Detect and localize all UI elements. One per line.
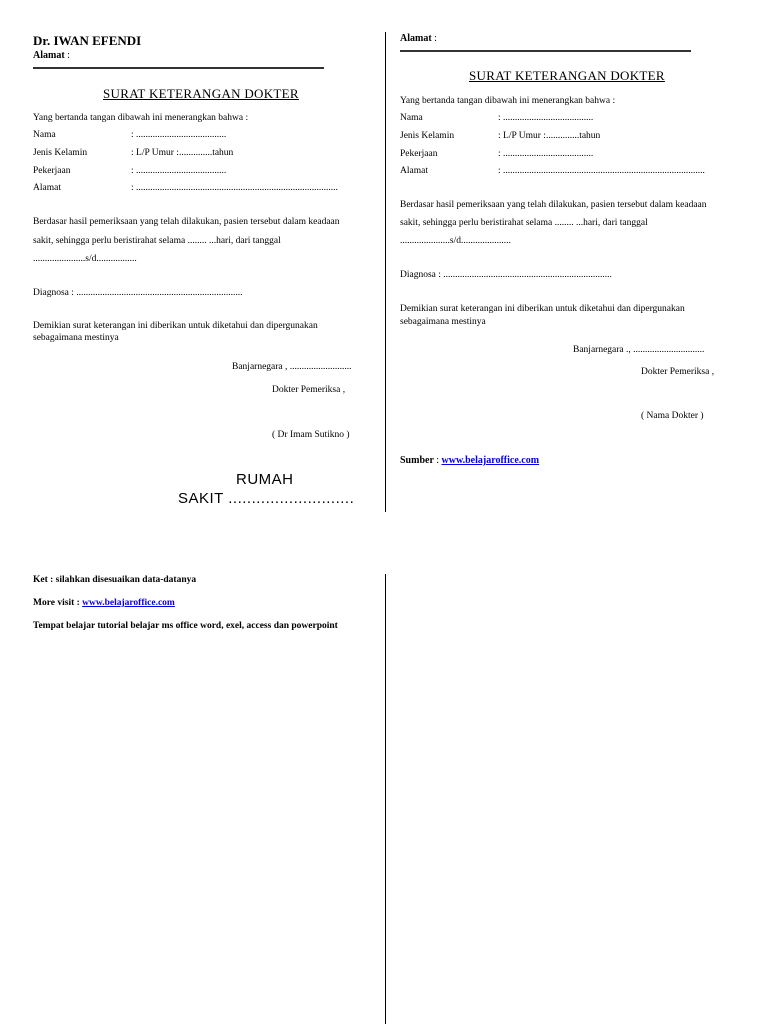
right-signer-title: Dokter Pemeriksa ,: [641, 367, 715, 377]
intro-text: Yang bertanda tangan dibawah ini menerangkan bahwa :: [33, 113, 249, 123]
body-line-2: sakit, sehingga perlu beristirahat selama ........ ...hari, dari tanggal: [33, 236, 281, 246]
right-field-value-nama: : ......................................: [498, 113, 594, 123]
field-value-alamat: : .....................................................................................: [131, 183, 338, 193]
right-place-date: Banjarnegara ., ..............................: [573, 345, 705, 355]
address-label: Alamat :: [33, 50, 70, 61]
doctor-name: Dr. IWAN EFENDI: [33, 33, 142, 48]
field-label-pekerjaan: Pekerjaan: [33, 166, 71, 176]
right-diagnosa-line: Diagnosa : .......................................................................: [400, 270, 612, 280]
more-visit-link[interactable]: www.belajaroffice.com: [82, 598, 175, 608]
field-label-alamat: Alamat: [33, 183, 61, 193]
field-value-jenis-kelamin: : L/P Umur :..............tahun: [131, 148, 234, 158]
signer-name: ( Dr Imam Sutikno ): [272, 430, 350, 440]
diagnosa-line: Diagnosa : ......................................................................: [33, 288, 243, 298]
right-body-line-1: Berdasar hasil pemeriksaan yang telah dilakukan, pasien tersebut dalam keadaan: [400, 200, 707, 210]
note-ket: Ket : silahkan disesuaikan data-datanya: [33, 575, 197, 585]
closing-line-2: sebagaimana mestinya: [33, 333, 119, 343]
right-closing-line-1: Demikian surat keterangan ini diberikan untuk diketahui dan dipergunakan: [400, 304, 685, 314]
source-link[interactable]: www.belajaroffice.com: [441, 455, 540, 466]
page-divider-bottom: [385, 574, 386, 1024]
right-field-label-jenis-kelamin: Jenis Kelamin: [400, 131, 455, 141]
letter-title: SURAT KETERANGAN DOKTER: [103, 86, 299, 101]
page-divider-top: [385, 32, 386, 512]
right-field-label-pekerjaan: Pekerjaan: [400, 149, 438, 159]
note-tagline: Tempat belajar tutorial belajar ms office word, exel, access dan powerpoint: [33, 621, 338, 631]
right-signer-name: ( Nama Dokter ): [641, 411, 704, 421]
body-line-1: Berdasar hasil pemeriksaan yang telah dilakukan, pasien tersebut dalam keadaan: [33, 217, 340, 227]
header-rule: [33, 67, 324, 69]
field-value-pekerjaan: : ......................................: [131, 166, 227, 176]
closing-line-1: Demikian surat keterangan ini diberikan untuk diketahui dan dipergunakan: [33, 321, 318, 331]
right-field-value-jenis-kelamin: : L/P Umur :..............tahun: [498, 131, 601, 141]
hospital-heading-line-2: SAKIT ...........................: [178, 490, 355, 507]
right-closing-line-2: sebagaimana mestinya: [400, 317, 486, 327]
right-letter-title: SURAT KETERANGAN DOKTER: [469, 68, 665, 83]
body-line-3: ......................s/d.................: [33, 254, 137, 264]
signer-title: Dokter Pemeriksa ,: [272, 385, 346, 395]
right-header-rule: [400, 50, 691, 52]
right-field-value-pekerjaan: : ......................................: [498, 149, 594, 159]
hospital-heading-line-1: RUMAH: [236, 471, 294, 488]
field-value-nama: : ......................................: [131, 130, 227, 140]
right-field-value-alamat: : .....................................................................................: [498, 166, 705, 176]
right-address-label: Alamat :: [400, 33, 437, 44]
right-body-line-2: sakit, sehingga perlu beristirahat selama ........ ...hari, dari tanggal: [400, 218, 648, 228]
source-line: Sumber : www.belajaroffice.com: [400, 455, 540, 466]
field-label-nama: Nama: [33, 130, 56, 140]
note-more-visit: More visit : www.belajaroffice.com: [33, 598, 175, 608]
right-body-line-3: .....................s/d.....................: [400, 236, 511, 246]
right-field-label-alamat: Alamat: [400, 166, 428, 176]
right-intro-text: Yang bertanda tangan dibawah ini menerangkan bahwa :: [400, 96, 616, 106]
field-label-jenis-kelamin: Jenis Kelamin: [33, 148, 88, 158]
place-date: Banjarnegara , ..........................: [232, 362, 352, 372]
right-field-label-nama: Nama: [400, 113, 423, 123]
